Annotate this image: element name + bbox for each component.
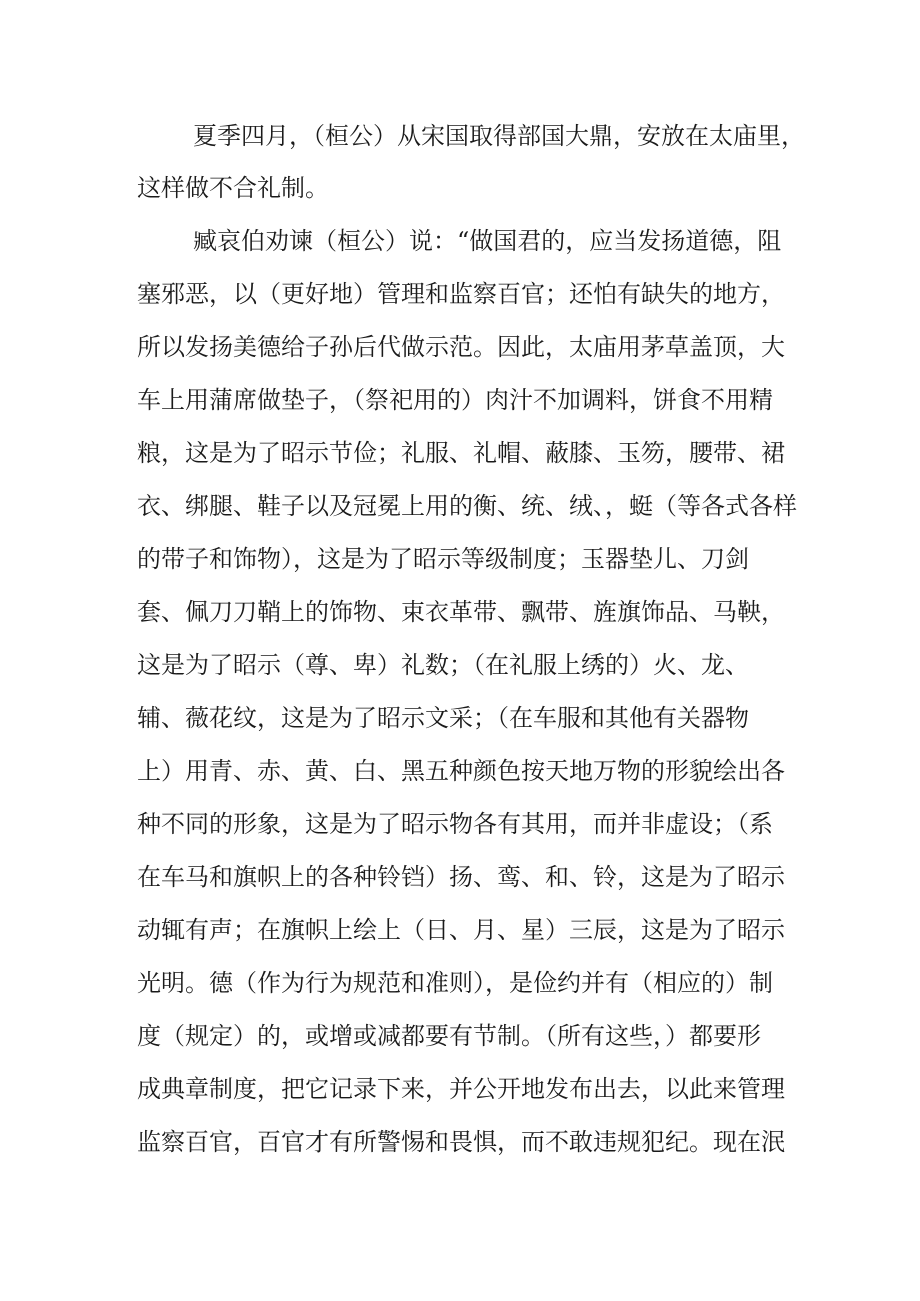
text-line-13: 上）用青、赤、黄、白、黑五种颜色按天地万物的形貌绘出各 xyxy=(137,757,785,785)
text-line-9: 的带子和饰物），这是为了昭示等级制度；玉器垫儿、刀剑 xyxy=(137,545,749,573)
text-line-20: 监察百官，百官才有所警惕和畏惧，而不敢违规犯纪。现在泯 xyxy=(137,1128,785,1156)
text-line-12: 辅、薇花纹，这是为了昭示文采；（在车服和其他有关器物 xyxy=(137,704,749,732)
text-line-14: 种不同的形象，这是为了昭示物各有其用，而并非虚设；（系 xyxy=(137,810,773,838)
text-line-17: 光明。德（作为行为规范和准则），是俭约并有（相应的）制 xyxy=(137,969,773,997)
text-line-3: 臧哀伯劝谏（桓公）说：“做国君的，应当发扬道德，阻 xyxy=(193,227,782,255)
text-line-11: 这是为了昭示（尊、卑）礼数；（在礼服上绣的）火、龙、 xyxy=(137,651,749,679)
text-line-2: 这样做不合礼制。 xyxy=(137,174,329,202)
text-line-4: 塞邪恶，以（更好地）管理和监察百官；还怕有缺失的地方， xyxy=(137,280,785,308)
text-line-8: 衣、绑腿、鞋子以及冠冕上用的衡、统、绒、，蜓（等各式各样 xyxy=(137,492,797,520)
text-line-1: 夏季四月，（桓公）从宋国取得部国大鼎，安放在太庙里， xyxy=(193,122,805,150)
text-line-10: 套、佩刀刀鞘上的饰物、束衣革带、飘带、旌旗饰品、马鞅， xyxy=(137,598,785,626)
text-line-18: 度（规定）的，或增或减都要有节制。（所有这些，）都要形 xyxy=(137,1022,761,1050)
text-line-6: 车上用蒲席做垫子，（祭祀用的）肉汁不加调料，饼食不用精 xyxy=(137,386,773,414)
text-line-5: 所以发扬美德给子孙后代做示范。因此，太庙用茅草盖顶，大 xyxy=(137,333,785,361)
text-line-15: 在车马和旗帜上的各种铃铛）扬、鸾、和、铃，这是为了昭示 xyxy=(137,863,785,891)
text-line-7: 粮，这是为了昭示节俭；礼服、礼帽、蔽膝、玉笏，腰带、裙 xyxy=(137,439,785,467)
text-line-19: 成典章制度，把它记录下来，并公开地发布出去，以此来管理 xyxy=(137,1075,785,1103)
text-line-16: 动辄有声；在旗帜上绘上（日、月、星）三辰，这是为了昭示 xyxy=(137,916,785,944)
